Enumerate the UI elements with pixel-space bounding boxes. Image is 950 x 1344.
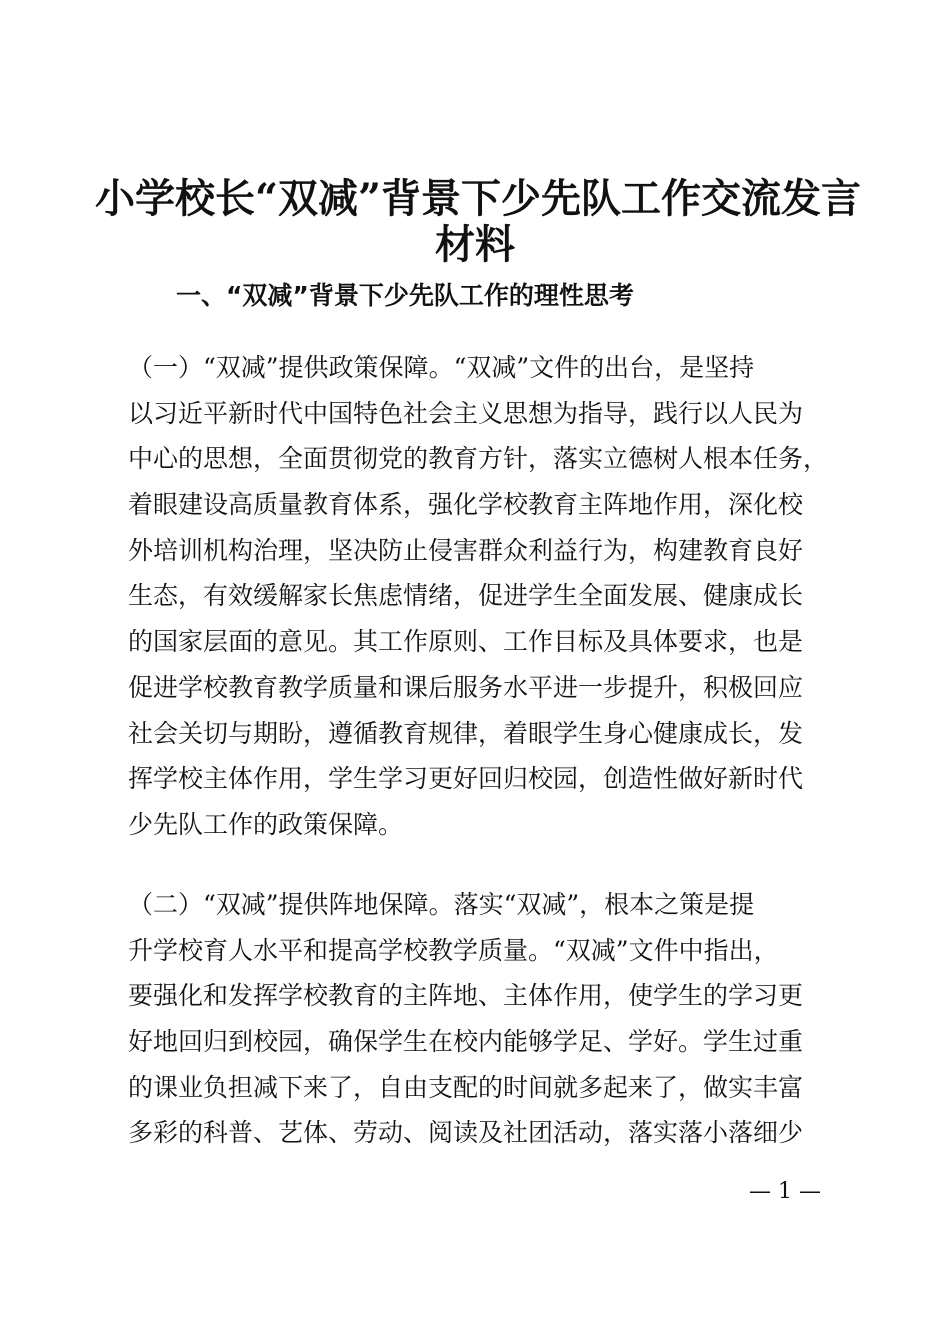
section-heading: 一、“双减”背景下少先队工作的理性思考 — [176, 281, 634, 310]
paragraph-line: （二）“双减”提供阵地保障。落实“双减”，根本之策是提 — [128, 890, 755, 919]
paragraph-line: 多彩的科普、艺体、劳动、阅读及社团活动，落实落小落细少 — [128, 1118, 804, 1148]
paragraph-line: （一）“双减”提供政策保障。“双减”文件的出台，是坚持 — [128, 353, 755, 382]
paragraph-line: 外培训机构治理，坚决防止侵害群众利益行为，构建教育良好 — [128, 535, 804, 565]
paragraph-line: 的国家层面的意见。其工作原则、工作目标及具体要求，也是 — [128, 627, 804, 657]
paragraph-line: 以习近平新时代中国特色社会主义思想为指导，践行以人民为 — [128, 398, 804, 428]
paragraph-2 — [128, 882, 832, 1156]
paragraph-1 — [128, 345, 832, 848]
paragraph-line: 中心的思想，全面贯彻党的教育方针，落实立德树人根本任务， — [128, 444, 829, 474]
paragraph-line: 挥学校主体作用，学生学习更好回归校园，创造性做好新时代 — [128, 764, 804, 794]
paragraph-line: 要强化和发挥学校教育的主阵地、主体作用，使学生的学习更 — [128, 981, 804, 1011]
paragraph-line: 的课业负担减下来了，自由支配的时间就多起来了，做实丰富 — [128, 1072, 804, 1102]
paragraph-line: 生态，有效缓解家长焦虑情绪，促进学生全面发展、健康成长 — [128, 581, 804, 611]
paragraph-line: 升学校育人水平和提高学校教学质量。“双减”文件中指出， — [128, 935, 779, 965]
document-title-line-1: 小学校长“双减”背景下少先队工作交流发言 — [95, 175, 862, 222]
paragraph-line: 社会关切与期盼，遵循教育规律，着眼学生身心健康成长，发 — [128, 718, 804, 748]
paragraph-line: 少先队工作的政策保障。 — [128, 809, 404, 839]
paragraph-line: 着眼建设高质量教育体系，强化学校教育主阵地作用，深化校 — [128, 490, 804, 520]
paragraph-line: 好地回归到校园，确保学生在校内能够学足、学好。学生过重 — [128, 1027, 804, 1057]
document-title-line-2: 材料 — [435, 221, 515, 268]
page-number: — 1 — — [749, 1179, 821, 1204]
paragraph-line: 促进学校教育教学质量和课后服务水平进一步提升，积极回应 — [128, 672, 804, 702]
